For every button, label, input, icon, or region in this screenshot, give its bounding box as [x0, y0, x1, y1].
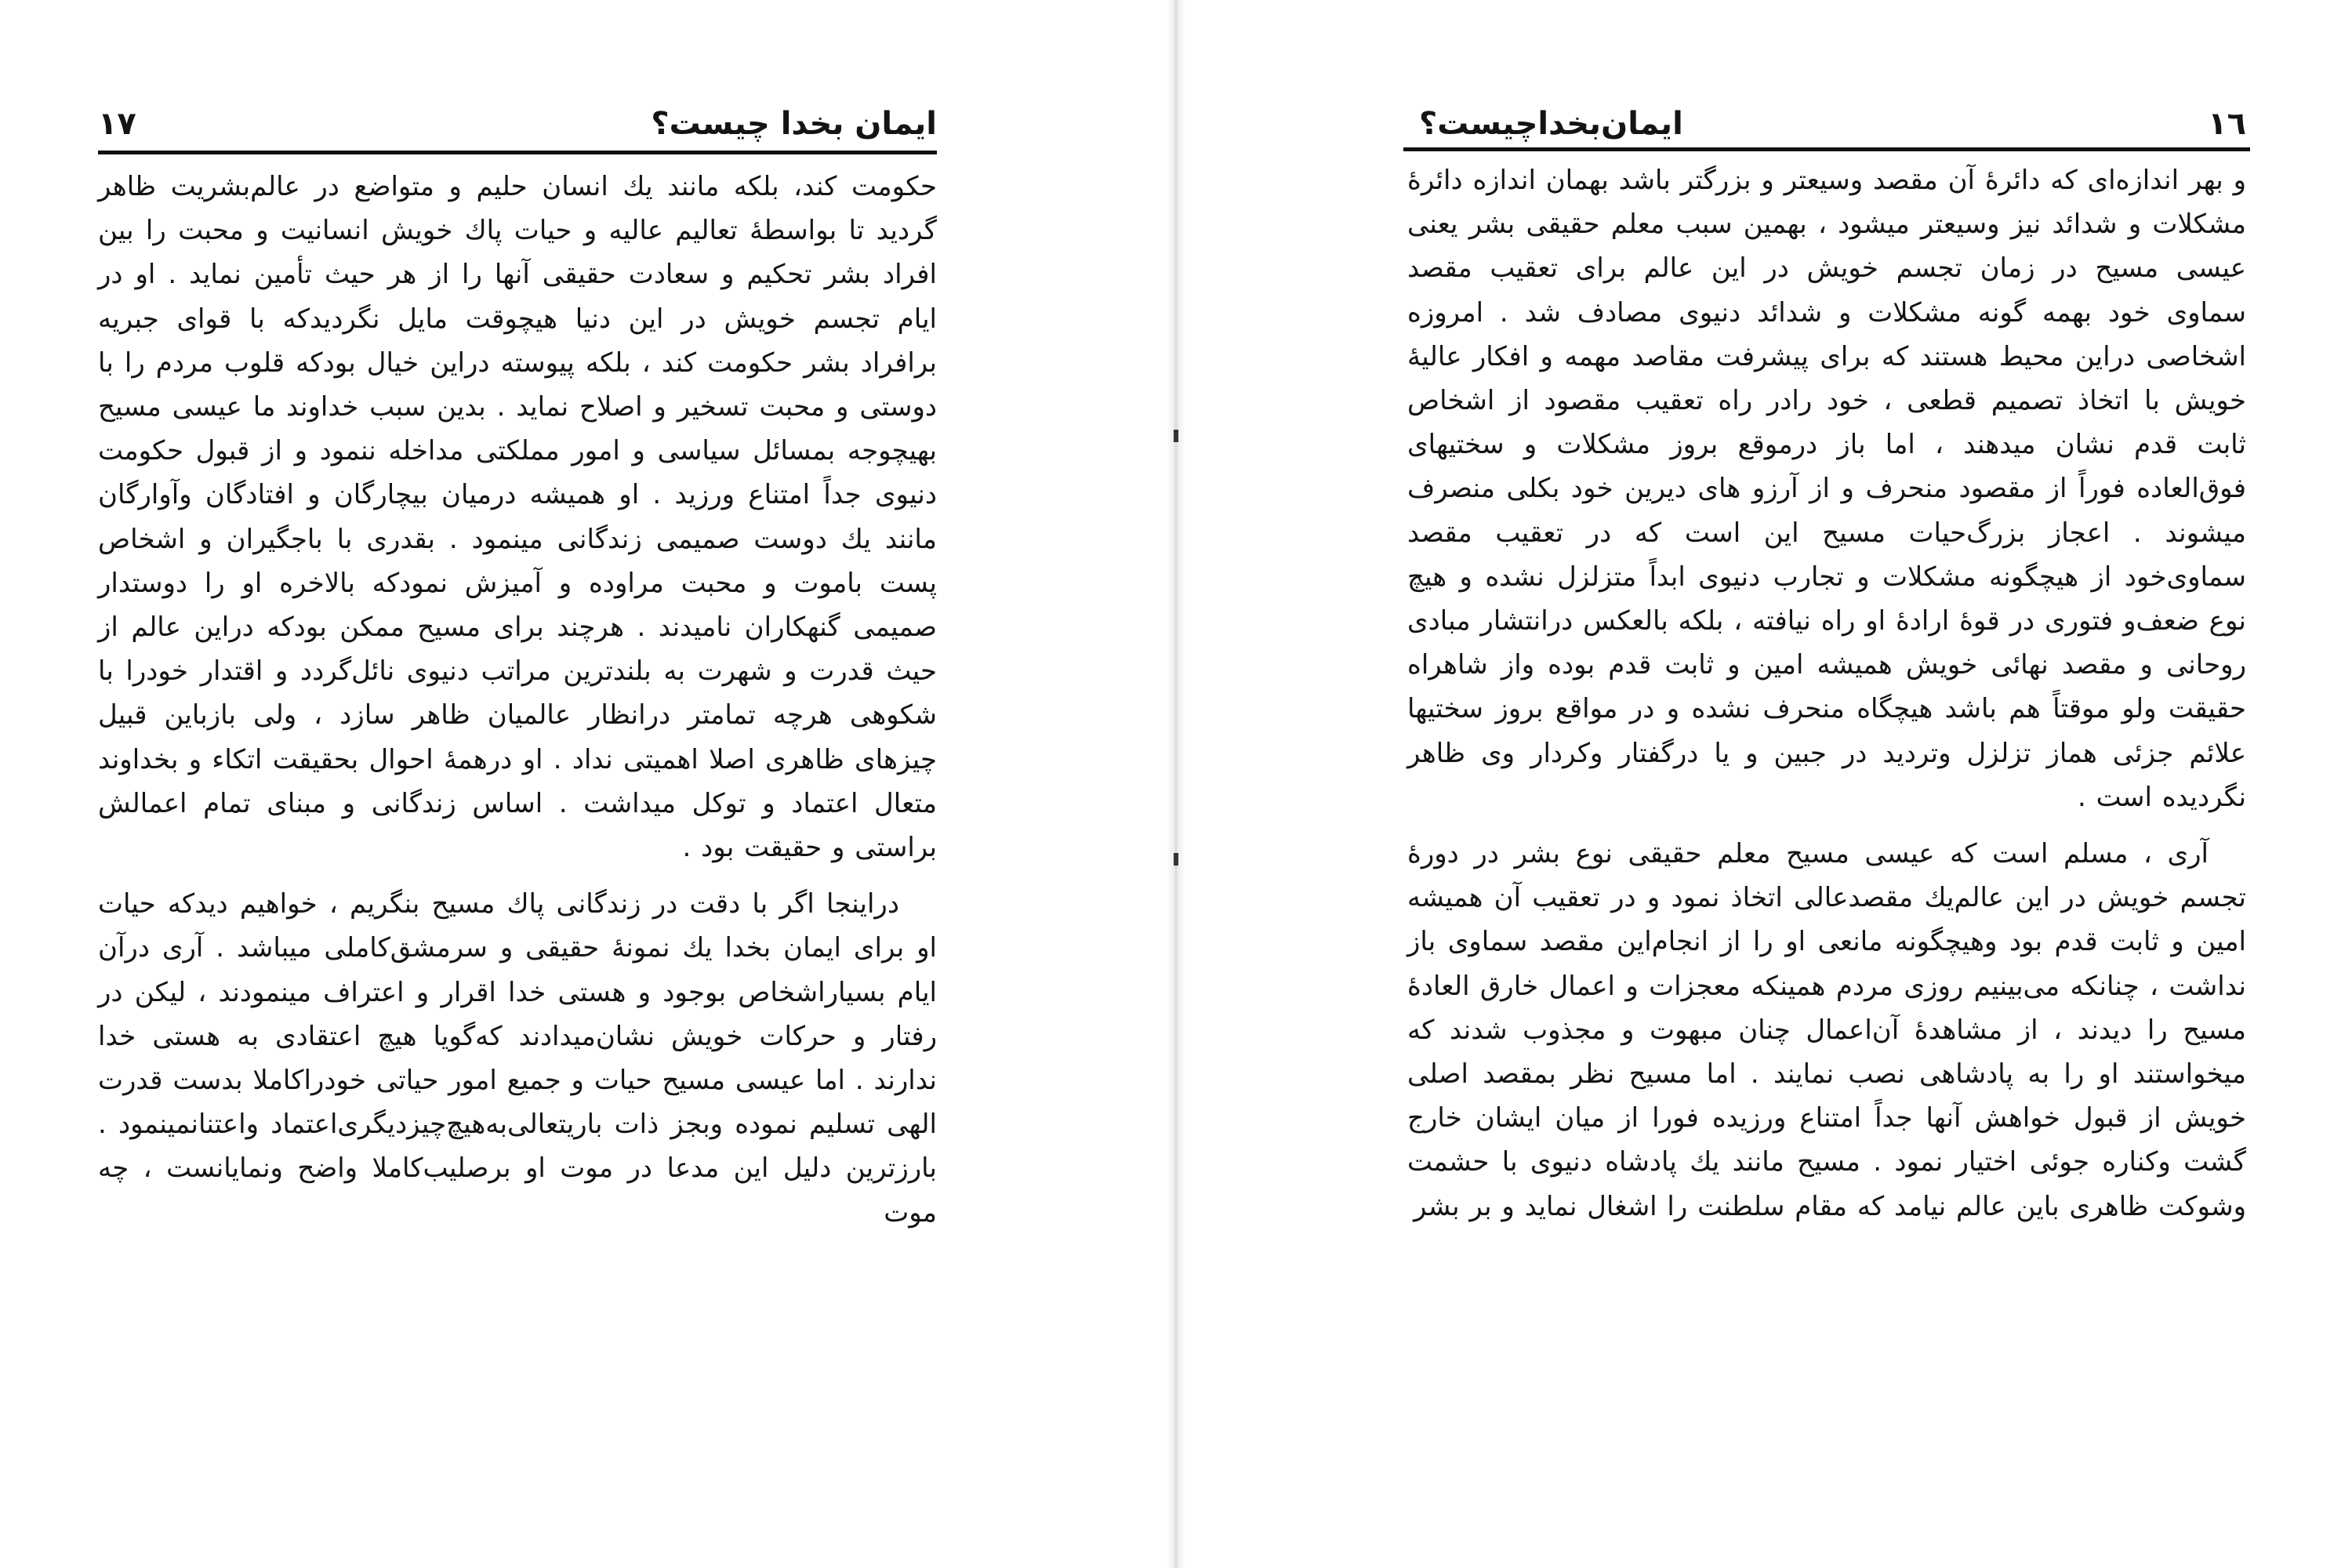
paragraph: و بهر اندازه‌ای که دائرهٔ آن مقصد وسیعتر و بزرگتر باشد بهمان اندازه دائرهٔ مشکلات و شدائد نیز وسیعتر میشود ، بهمین سبب معلم حقیقی بشر یعنی عیسی مسیح در زمان تجسم خویش در این عالم برای تعقیب مقصد سماوی خود بهمه گونه مشکلات و شدائد دنیوی مصادف شد . امروزه اشخاصی دراین محیط هستند که برای پیشرفت مقاصد مهمه و افکار عالیهٔ خویش با اتخاذ تصمیم قطعی ، خود رادر راه تعقیب مقصود از اشخاص ثابت قدم نشان میدهند ، اما باز درموقع بروز مشکلات و سختیهای فوق‌العاده فوراً از مقصود منحرف و از آرزو های دیرین خود بکلی منصرف میشوند . اعجاز بزرگ‌حیات مسیح این است که در تعقیب مقصد سماوی‌خود از هیچگونه مشکلات و تجارب دنیوی ابداً متزلزل نشده و هیچ نوع ضعف‌و فتوری در قوهٔ ارادهٔ او راه نیافته ، بلکه بالعکس درانتشار مبادی روحانی و مقصد نهائی خویش همیشه امین و ثابت قدم بوده واز شاهراه حقیقت ولو موقتاً هم باشد هیچگاه منحرف نشده و در مواقع بروز سختیها علائم جزئی هماز تزلزل وتردید در جبین و یا درگفتار وکردار وی ظاهر نگردیده است . [1407, 165, 2246, 813]
page-number: ١٧ [98, 106, 136, 142]
right-page-body [1407, 158, 2246, 1229]
paragraph: دراینجا اگر با دقت در زندگانی پاك مسیح بنگریم ، خواهیم دیدکه حیات او برای ایمان بخدا یك نمونهٔ حقیقی و سرمشق‌کاملی میباشد . آری درآن ایام بسیاراشخاص بوجود و هستی خدا اقرار و اعتراف مینمودند ، لیکن در رفتار و حرکات خویش نشان‌میدادند که‌گویا هیچ اعتقادی به هستی خدا ندارند . اما عیسی مسیح حیات و جمیع امور حیاتی خودراکاملا بدست قدرت الهی تسلیم نموده وبجز ذات باریتعالی‌به‌هیچ‌چیزدیگری‌اعتماد واعتنانمینمود . بارزترین دلیل این مدعا در موت او برصلیب‌کاملا واضح ونمایانست ، چه موت [98, 888, 937, 1229]
header-rule [1403, 147, 2250, 151]
page-number: ١٦ [2208, 106, 2246, 142]
paragraph: حکومت کند، بلکه مانند یك انسان حلیم و متواضع در عالم‌بشریت ظاهر گردید تا بواسطهٔ تعالیم عالیه و حیات پاك خویش انسانیت و محبت را بین افراد بشر تحکیم و سعادت حقیقی آنها را از هر حیث تأمین نماید . او در ایام تجسم خویش در این دنیا هیچوقت مایل نگردیدکه با قوای جبریه برافراد بشر حکومت کند ، بلکه پیوسته دراین خیال بودکه قلوب مردم را با دوستی و محبت تسخیر و اصلاح نماید . بدین سبب خداوند ما عیسی مسیح بهیچوجه بمسائل سیاسی و امور مملکتی مداخله ننمود و از قبول حکومت دنیوی جداً امتناع ورزید . او همیشه درمیان بیچارگان و افتادگان وآوارگان مانند یك دوست صمیمی زندگانی مینمود . بقدری با باجگیران و اشخاص پست باموت و محبت مراوده و آمیزش نمودکه بالاخره او را دوستدار صمیمی گنهکاران نامیدند . هرچند برای مسیح ممکن بودکه دراین عالم از حیث قدرت و شهرت به بلندترین مراتب دنیوی نائل‌گردد و اقتدار خودرا با شکوهی هرچه تمامتر درانظار عالمیان ظاهر سازد ، ولی بازباین قبیل چیزهای ظاهری اصلا اهمیتی نداد . او درهمهٔ احوال بحقیقت اتکاء و بخداوند متعال اعتماد و توکل میداشت . اساس زندگانی و مبنای تمام اعمالش براستی و حقیقت بود . [98, 171, 937, 864]
running-title: ایمان بخدا چیست؟ [651, 106, 937, 142]
paragraph: آری ، مسلم است که عیسی مسیح معلم حقیقی نوع بشر در دورهٔ تجسم خویش در این عالم‌یك مقصدعالی اتخاذ نمود و در تعقیب آن همیشه امین و ثابت قدم بود وهیچگونه مانعی او را از انجام‌این مقصد سماوی باز نداشت ، چنانکه می‌بینیم روزی مردم همینکه معجزات و اعمال خارق العادهٔ مسیح را دیدند ، از مشاهدهٔ آن‌اعمال چنان مبهوت و مجذوب شدند که میخواستند او را به پادشاهی نصب نمایند . اما مسیح نظر بمقصد اصلی خویش از قبول خواهش آنها جداً امتناع ورزیده فورا از میان ایشان خارج گشت وکناره جوئی اختیار نمود . مسیح مانند یك پادشاه دنیوی با حشمت وشوکت ظاهری باین عالم نیامد که مقام سلطنت را اشغال نماید و بر بشر [1407, 838, 2246, 1222]
running-title: ایمان‌بخداچیست؟ [1419, 106, 1683, 142]
right-page-header [1419, 102, 2246, 149]
